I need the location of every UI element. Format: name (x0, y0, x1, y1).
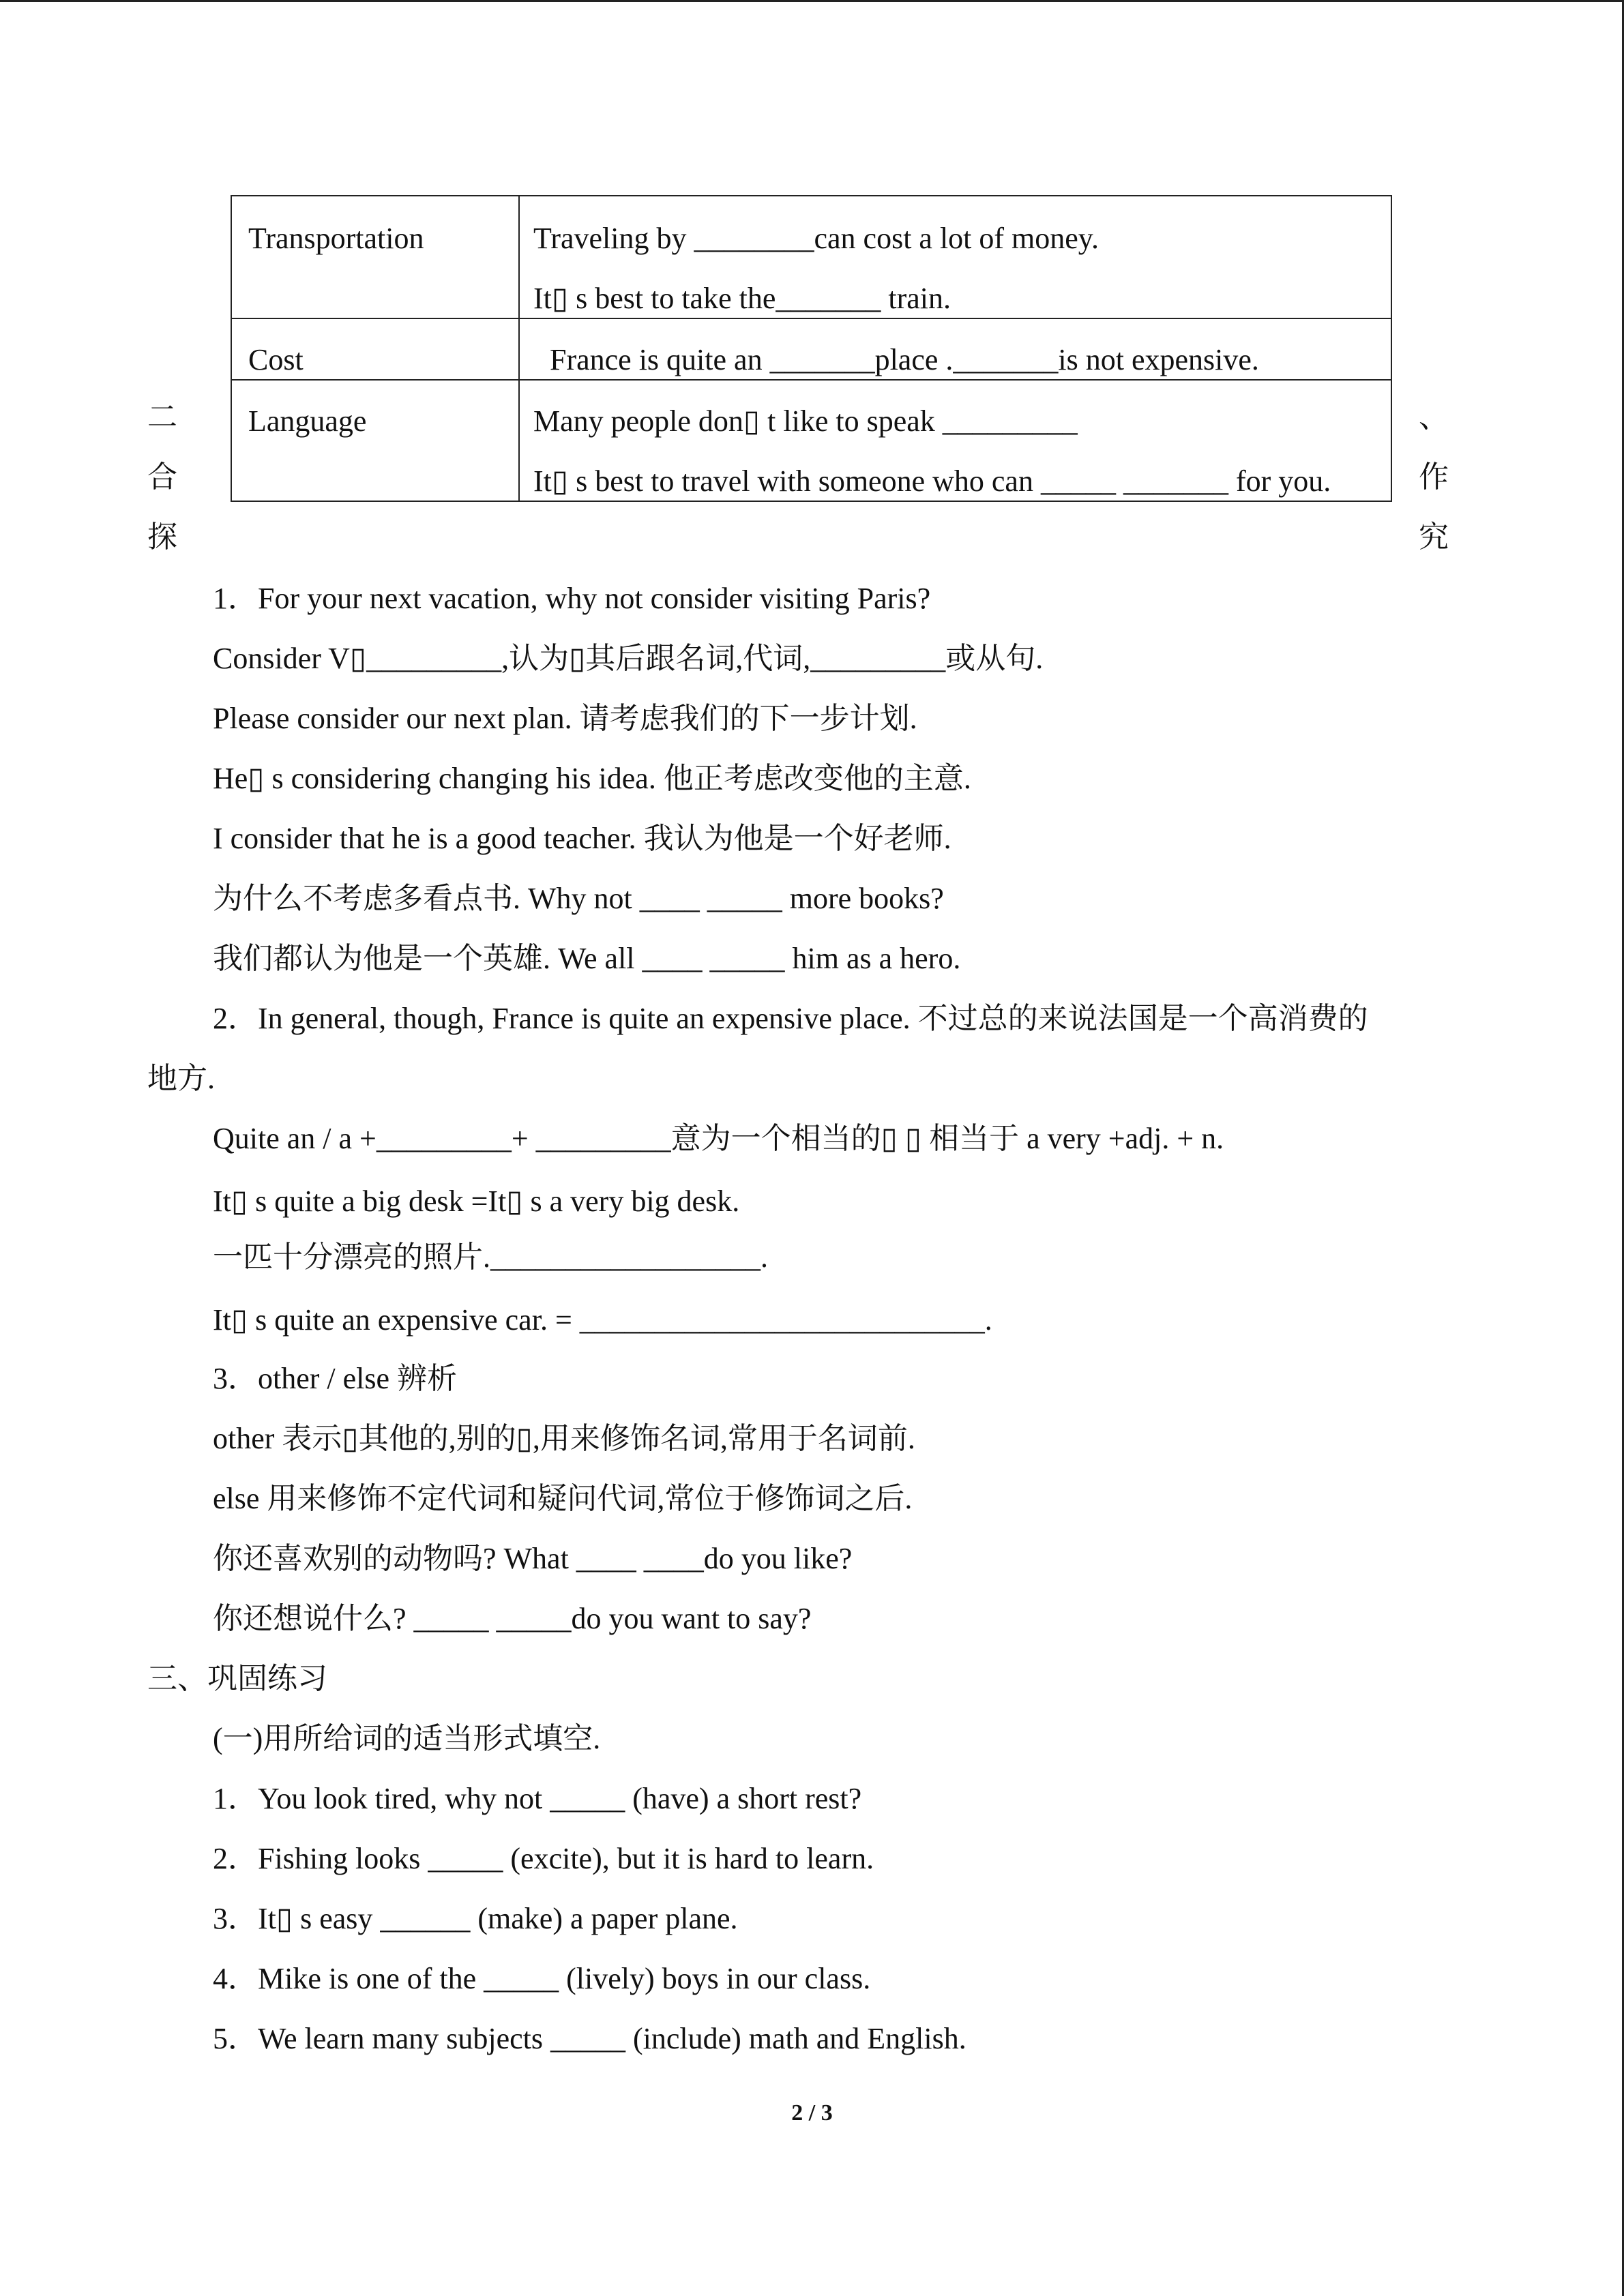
text-line: other 表示▯其他的,别的▯,用来修饰名词,常用于名词前. (213, 1422, 915, 1455)
table-row-label-transportation: Transportation (248, 222, 424, 255)
section-heading-char: 探 (147, 520, 177, 554)
section-heading-char: 二 (147, 400, 177, 434)
point-heading: 2．In general, though, France is quite an expensive place. 不过总的来说法国是一个高消费的 (213, 1002, 1368, 1035)
page-border-top (0, 0, 1624, 2)
section-heading-char: 作 (1419, 460, 1449, 494)
info-table (231, 195, 1392, 502)
exercise-instruction: (一)用所给词的适当形式填空. (213, 1722, 601, 1755)
table-cell-line: France is quite an _______place ._______is not expensive. (550, 343, 1259, 376)
exercise-item: 2．Fishing looks _____ (excite), but it is hard to learn. (213, 1842, 874, 1875)
section-heading-char: 、 (1419, 400, 1449, 434)
exercise-item: 1．You look tired, why not _____ (have) a short rest? (213, 1782, 862, 1815)
text-line: 地方. (147, 1062, 215, 1095)
page-number: 2 / 3 (791, 2100, 833, 2126)
point-heading: 1．For your next vacation, why not consider visiting Paris? (213, 582, 931, 615)
table-cell-line: It▯ s best to take the_______ train. (533, 282, 951, 315)
table-row-divider (232, 379, 1391, 381)
exercise-item: 4．Mike is one of the _____ (lively) boys in our class. (213, 1962, 871, 1995)
exercise-line: 一匹十分漂亮的照片.__________________. (213, 1240, 768, 1274)
example-line: It▯ s quite a big desk =It▯ s a very big desk. (213, 1184, 740, 1218)
exercise-line: 我们都认为他是一个英雄. We all ____ _____ him as a hero. (213, 942, 961, 975)
section-heading: 三、巩固练习 (147, 1662, 327, 1695)
exercise-line: 你还想说什么? _____ _____do you want to say? (213, 1602, 812, 1635)
table-row-label-cost: Cost (248, 343, 304, 376)
point-heading: 3．other / else 辨析 (213, 1362, 458, 1395)
table-cell-line: It▯ s best to travel with someone who can _____ _______ for you. (533, 464, 1331, 498)
exercise-line: 你还喜欢别的动物吗? What ____ ____do you like? (213, 1542, 853, 1575)
exercise-line: It▯ s quite an expensive car. = ___________________________. (213, 1303, 992, 1337)
table-cell-line: Many people don▯ t like to speak _________ (533, 404, 1078, 438)
exercise-item: 3．It▯ s easy ______ (make) a paper plane. (213, 1902, 738, 1935)
table-row-label-language: Language (248, 404, 367, 438)
exercise-item: 5．We learn many subjects _____ (include) math and English. (213, 2022, 966, 2055)
section-heading-char: 究 (1419, 520, 1449, 554)
text-line: Quite an / a +_________+ _________意为一个相当的▯ ▯ 相当于 a very +adj. + n. (213, 1122, 1224, 1155)
example-line: He▯ s considering changing his idea. 他正考虑改变他的主意. (213, 762, 971, 795)
example-line: Please consider our next plan. 请考虑我们的下一步计划. (213, 702, 917, 735)
table-row-divider (232, 318, 1391, 319)
table-column-divider (518, 196, 520, 501)
exercise-line: 为什么不考虑多看点书. Why not ____ _____ more books? (213, 882, 944, 915)
text-line: Consider V▯_________,认为▯其后跟名词,代词,_________或从句. (213, 642, 1044, 675)
example-line: I consider that he is a good teacher. 我认为他是一个好老师. (213, 822, 951, 855)
text-line: else 用来修饰不定代词和疑问代词,常位于修饰词之后. (213, 1482, 913, 1515)
table-cell-line: Traveling by ________can cost a lot of money. (533, 222, 1099, 255)
section-heading-char: 合 (147, 460, 177, 494)
